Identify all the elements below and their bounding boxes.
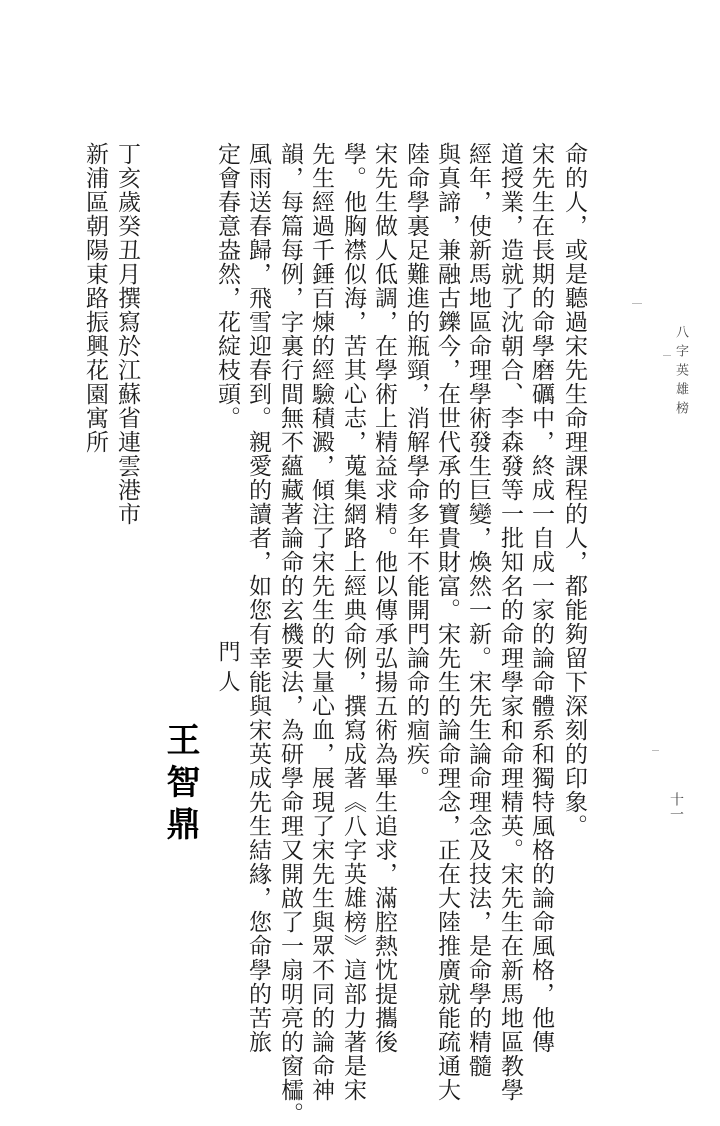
body-column: 宋先生做人低調，在學術上精益求精。他以傳承弘揚五術為畢生追求，滿腔熱忱提攜後 — [371, 142, 397, 1054]
body-column: 先生經過千錘百煉的經驗積澱，傾注了宋先生的大量心血，展現了宋先生與眾不同的論命神 — [308, 142, 334, 1102]
body-column: 韻，每篇每例，字裏行間無不蘊藏著論命的玄機要法，為研學命理又開啟了一扇明亮的窗櫺。 — [277, 142, 303, 1126]
margin-mark — [632, 303, 642, 304]
body-column: 定會春意盎然，花綻枝頭。 — [214, 142, 240, 430]
colophon-line: 丁亥歲癸丑月撰寫於江蘇省連雲港市 — [114, 142, 140, 526]
signature-role: 門人 — [215, 640, 240, 700]
running-header: 八字英雄榜 — [673, 325, 688, 420]
margin-mark — [652, 750, 659, 751]
body-column: 與真諦，兼融古鑠今，在世代承的寶貴財富。宋先生的論命理念，正在大陸推廣就能疏通大 — [434, 142, 460, 1102]
body-column: 道授業，造就了沈朝合、李森發等一批知名的命理學家和命理精英。宋先生在新馬地區教學 — [497, 142, 523, 1102]
body-column: 命的人，或是聽過宋先生命理課程的人，都能夠留下深刻的印象。 — [561, 142, 587, 838]
body-column: 宋先生在長期的命學磨礪中，終成一自成一家的論命體系和獨特風格的論命風格，他傳 — [528, 142, 554, 1054]
body-column: 經年，使新馬地區命理學術發生巨變，煥然一新。宋先生論命理念及技法，是命學的精髓 — [465, 142, 491, 1078]
colophon-line: 新浦區朝陽東路振興花園寓所 — [82, 142, 108, 454]
body-column: 陸命學裏足難進的瓶頸，消解學命多年不能開門論命的痼疾。 — [403, 142, 429, 790]
body-column: 學。他胸襟似海，苦其心志，蒐集網路上經典命例，撰寫成著《八字英雄榜》這部力著是宋 — [340, 142, 366, 1102]
signature-name: 王智鼎 — [160, 722, 200, 848]
margin-mark — [663, 355, 671, 356]
page-number: 十一 — [668, 792, 684, 822]
body-column: 風雨送春歸，飛雪迎春到。親愛的讀者，如您有幸能與宋英成先生結緣，您命學的苦旅 — [245, 142, 271, 1054]
